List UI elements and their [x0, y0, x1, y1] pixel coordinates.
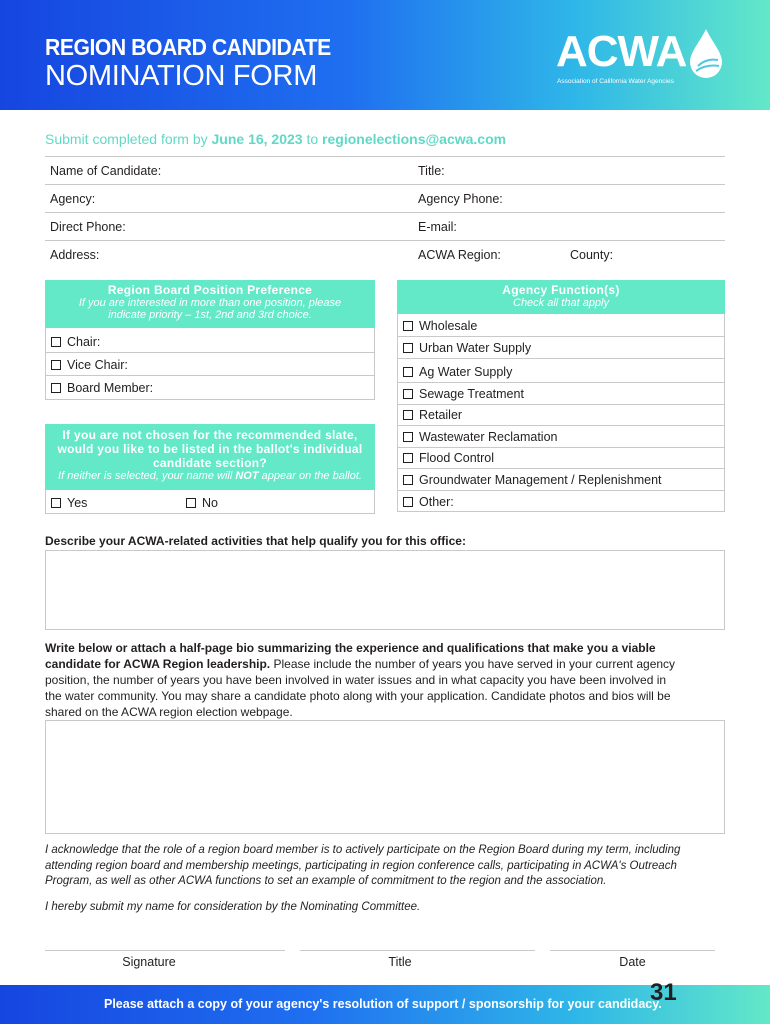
function-label: Wholesale — [419, 319, 478, 333]
vice-chair-checkbox[interactable] — [51, 360, 61, 370]
agency-functions-header — [397, 280, 725, 314]
yes-checkbox[interactable] — [51, 498, 61, 508]
other-checkbox[interactable] — [403, 497, 413, 507]
footer-message: Please attach a copy of your agency's resolution of support / sponsorship for your candidacy. — [104, 997, 662, 1011]
logo-word: ACWA — [556, 27, 687, 76]
date-label: Date — [619, 955, 646, 969]
submit-mid: to — [302, 131, 323, 147]
groundwater-checkbox[interactable] — [403, 475, 413, 485]
function-option-retailer[interactable] — [397, 404, 725, 426]
function-label: Flood Control — [419, 451, 495, 465]
function-option-groundwater[interactable] — [397, 469, 725, 491]
bio-question: Write below or attach a half-page bio summarizing the experience and qualifications that make you a viable candidate for ACWA Region leadership. Please include the number of years you have served in your current agency position, the number of years you have been involved in water issues and in what capacity you have been involved in the water community. You may share a candidate photo along with your application. Candidate photos and bios will be shared on the ACWA region election webpage. — [45, 641, 676, 719]
ag-water-checkbox[interactable] — [403, 367, 413, 377]
chair-option[interactable] — [45, 331, 375, 353]
yes-label: Yes — [67, 496, 88, 510]
ballot-header — [45, 424, 375, 490]
field-row-name — [45, 156, 725, 184]
submit-name-text: I hereby submit my name for consideration by the Nominating Committee. — [45, 901, 421, 913]
function-label: Ag Water Supply — [419, 365, 513, 379]
agency-functions-sub: Check all that apply — [513, 297, 609, 309]
ballot-line2: would you like to be listed in the ballot's individual — [57, 442, 363, 456]
acwa-region-field[interactable]: ACWA Region: — [418, 248, 501, 262]
logo-tagline: Association of California Water Agencies — [557, 78, 674, 85]
position-preference-heading: Region Board Position Preference — [107, 283, 313, 297]
field-row-address — [45, 240, 725, 268]
signature-label: Signature — [122, 955, 176, 969]
board-member-label: Board Member: — [67, 381, 154, 395]
bio-textarea[interactable] — [45, 720, 725, 834]
sewage-checkbox[interactable] — [403, 389, 413, 399]
agency-field[interactable]: Agency: — [50, 192, 96, 206]
yes-option[interactable] — [45, 492, 185, 514]
candidate-name-field[interactable]: Name of Candidate: — [50, 164, 162, 178]
county-field[interactable]: County: — [570, 248, 614, 262]
function-option-wastewater[interactable] — [397, 426, 725, 448]
title-field[interactable]: Title: — [418, 164, 445, 178]
submit-deadline: June 16, 2023 — [211, 131, 303, 147]
address-field[interactable]: Address: — [50, 248, 100, 262]
signature-line[interactable] — [45, 950, 285, 951]
function-option-other[interactable] — [397, 491, 725, 513]
position-preference-sub1: If you are interested in more than one position, please — [78, 297, 342, 309]
form-title-line1: REGION BOARD CANDIDATE — [45, 34, 331, 60]
water-drop-icon — [684, 28, 728, 80]
function-option-wholesale[interactable] — [397, 315, 725, 337]
board-member-option[interactable] — [45, 377, 375, 399]
direct-phone-field[interactable]: Direct Phone: — [50, 220, 126, 234]
function-option-urban-water[interactable] — [397, 337, 725, 359]
acwa-logo — [556, 28, 731, 92]
function-option-sewage[interactable] — [397, 383, 725, 405]
field-row-phone — [45, 212, 725, 240]
board-member-checkbox[interactable] — [51, 383, 61, 393]
footer-banner — [0, 979, 770, 1024]
ballot-line1: If you are not chosen for the recommended slate, — [62, 428, 358, 442]
function-label: Groundwater Management / Replenishment — [419, 473, 662, 487]
date-line[interactable] — [550, 950, 715, 951]
form-title-line2: NOMINATION FORM — [45, 60, 318, 92]
urban-water-checkbox[interactable] — [403, 343, 413, 353]
function-label: Sewage Treatment — [419, 387, 524, 401]
no-option[interactable] — [180, 492, 320, 514]
wholesale-checkbox[interactable] — [403, 321, 413, 331]
submit-prefix: Submit completed form by — [45, 131, 212, 147]
ballot-note: If neither is selected, your name will NOT appear on the ballot. — [58, 470, 362, 482]
agency-phone-field[interactable]: Agency Phone: — [418, 192, 503, 206]
position-preference-sub2: indicate priority – 1st, 2nd and 3rd choice. — [108, 309, 312, 321]
field-row-agency — [45, 184, 725, 212]
no-checkbox[interactable] — [186, 498, 196, 508]
acknowledgement-text: I acknowledge that the role of a region board member is to actively participate on the Region Board during my term, including attending region board and membership meetings, participating in region conference calls, participating in ACWA's Outreach Program, as well as other ACWA functions to set an example of commitment to the region and the association. — [45, 844, 681, 887]
no-label: No — [202, 496, 218, 510]
position-preference-header — [45, 280, 375, 328]
activities-textarea[interactable] — [45, 550, 725, 630]
vice-chair-option[interactable] — [45, 354, 375, 376]
flood-checkbox[interactable] — [403, 453, 413, 463]
vice-chair-label: Vice Chair: — [67, 358, 128, 372]
function-label: Other: — [419, 495, 454, 509]
submit-email-link[interactable]: regionelections@acwa.com — [322, 131, 507, 147]
title-label: Title — [388, 955, 412, 969]
submit-instructions — [45, 131, 506, 147]
email-field[interactable]: E-mail: — [418, 220, 457, 234]
agency-functions-heading: Agency Function(s) — [502, 283, 620, 297]
page-number: 31 — [650, 979, 677, 1006]
function-label: Retailer — [419, 408, 463, 422]
header-banner — [0, 0, 770, 110]
function-label: Urban Water Supply — [419, 341, 532, 355]
chair-checkbox[interactable] — [51, 337, 61, 347]
activities-question: Describe your ACWA-related activities that help qualify you for this office: — [45, 534, 466, 548]
retailer-checkbox[interactable] — [403, 410, 413, 420]
function-label: Wastewater Reclamation — [419, 430, 558, 444]
title-line[interactable] — [300, 950, 535, 951]
function-option-flood[interactable] — [397, 447, 725, 469]
ballot-line3: candidate section? — [152, 456, 268, 470]
function-option-ag-water[interactable] — [397, 361, 725, 383]
wastewater-checkbox[interactable] — [403, 432, 413, 442]
chair-label: Chair: — [67, 335, 101, 349]
